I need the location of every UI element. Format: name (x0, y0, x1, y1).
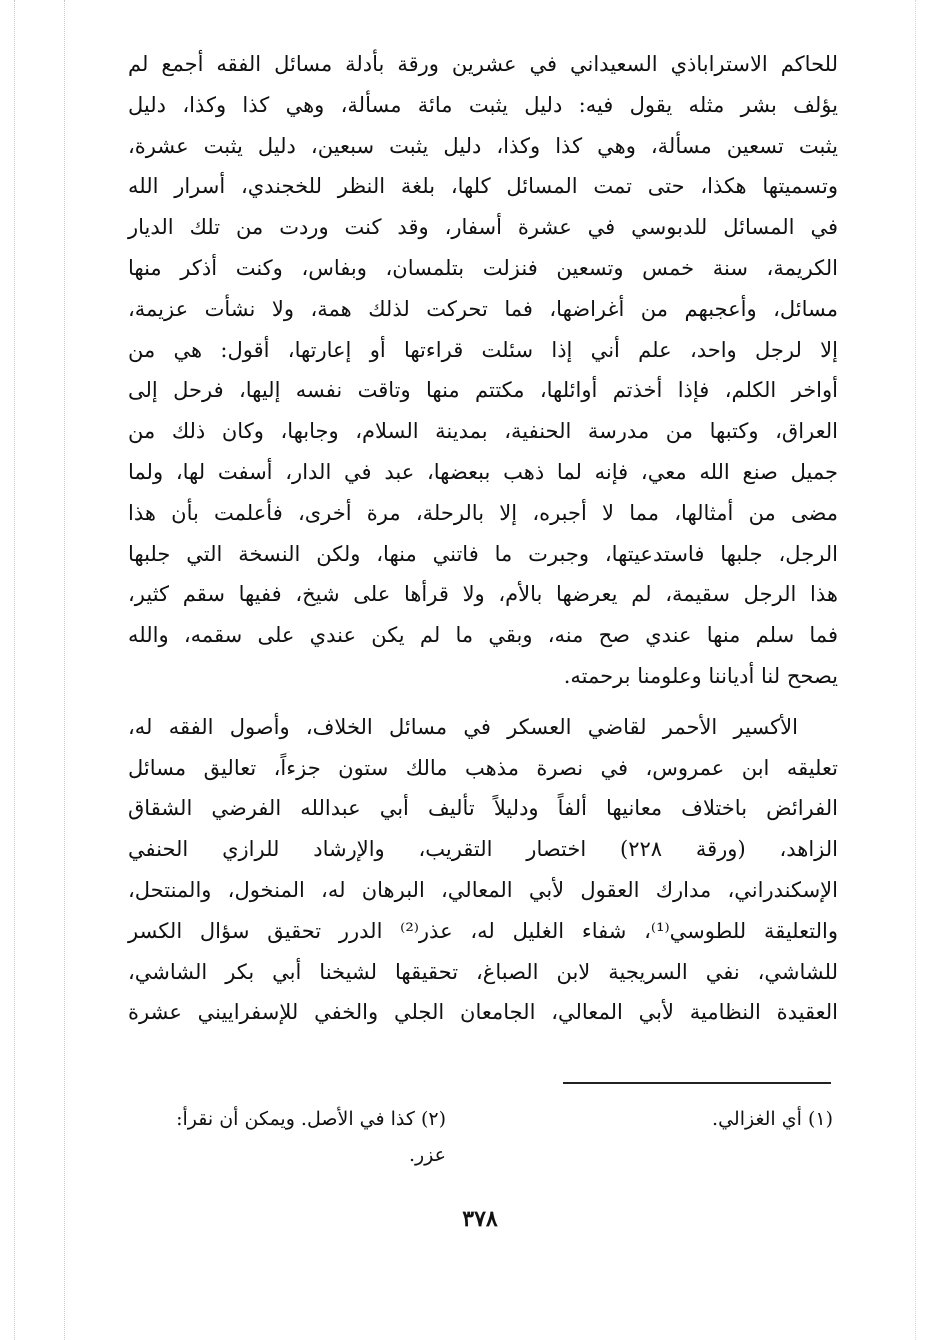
text-line: وتسميتها هكذا، حتى تمت المسائل كلها، بلغة النظر للخجندي، أسرار الله (128, 174, 838, 199)
text-line: فما سلم منها عندي صح منه، وبقي ما لم يكن عندي على سقمه، والله (128, 623, 838, 648)
text-line: للحاكم الاستراباذي السعيداني في عشرين ورقة بأدلة مسائل الفقه أجمع لم (128, 52, 838, 76)
paragraph-2 (128, 707, 838, 1033)
scan-edge-line (64, 0, 65, 1340)
text-line: مسائل، وأعجبهم من أغراضها، فما تحركت لذلك همة، ولا نشأت عزيمة، (128, 296, 838, 321)
text-line: في المسائل للدبوسي في عشرة أسفار، وقد كنت وردت من تلك الديار (128, 215, 838, 240)
scan-edge-line (915, 0, 916, 1340)
footnote-2-continuation: عزر. (408, 1144, 446, 1166)
text-line: الإسكندراني، مدارك العقول لأبي المعالي، البرهان له، المنخول، والمنتحل، (128, 877, 838, 902)
scan-edge-line (14, 0, 15, 1340)
text-line: جميل صنع الله معي، فإنه لما ذهب ببعضها، عبد في الدار، أسفت لها، ولما (128, 459, 838, 484)
text-line: يثبت تسعين مسألة، وهي كذا وكذا، دليل يثبت سبعين، دليل يثبت عشرة، (128, 133, 838, 158)
text-line: إلا لرجل واحد، علم أني إذا سئلت قراءتها أو إعارتها، أقول: هي من (128, 337, 838, 362)
text-line: الفرائض باختلاف معانيها ألفاً ودليلاً تأليف أبي عبدالله الفرضي الشقاق (128, 796, 838, 821)
footnote-1: (١) أي الغزالي. (712, 1108, 833, 1130)
text-line: الكريمة، سنة خمس وتسعين فنزلت بتلمسان، وبفاس، وكنت أذكر منها (128, 255, 838, 280)
text-line: العقيدة النظامية لأبي المعالي، الجامعان الجلي والخفي للإسفراييني عشرة (128, 1000, 838, 1025)
text-line: تعليقه ابن عمروس، في نصرة مذهب مالك ستون جزءاً، تعاليق مسائل (128, 755, 838, 780)
main-text (128, 44, 838, 1033)
text-line: يؤلف بشر مثله يقول فيه: دليل يثبت مائة مسألة، وهي كذا وكذا، دليل (128, 92, 838, 117)
text-line: للشاشي، نفي السريجية لابن الصباغ، تحقيقها لشيخنا أبي بكر الشاشي، (128, 959, 838, 984)
footnotes (128, 1102, 838, 1182)
text-line: الأكسير الأحمر لقاضي العسكر في مسائل الخلاف، وأصول الفقه له، (128, 714, 798, 739)
text-line: والتعليقة للطوسي⁽¹⁾، شفاء الغليل له، عذر⁽²⁾ الدرر تحقيق سؤال الكسر (128, 918, 838, 943)
page-number: ٣٧٨ (462, 1206, 498, 1232)
footnote-divider (563, 1082, 831, 1084)
text-line: يصحح لنا أدياننا وعلومنا برحمته. (563, 663, 838, 688)
text-line: مضى من أمثالها، مما لا أجبره، إلا بالرحلة، مرة أخرى، فأعلمت بأن هذا (128, 500, 838, 525)
text-line: أواخر الكلم، فإذا أخذتم أوائلها، مكتتم منها وتاقت نفسه إليها، فرحل إلى (128, 378, 838, 403)
footnote-2: (٢) كذا في الأصل. ويمكن أن نقرأ: (176, 1108, 446, 1130)
text-line: العراق، وكتبها من مدرسة الحنفية، بمدينة السلام، وجابها، وكان ذلك من (128, 419, 838, 444)
text-line: الرجل، جلبها فاستدعيتها، وجبرت ما فاتني منها، ولكن النسخة التي جلبها (128, 541, 838, 566)
text-line: هذا الرجل سقيمة، لم يعرضها بالأم، ولا قرأها على شيخ، ففيها سقم كثير، (128, 582, 838, 607)
paragraph-1 (128, 44, 838, 697)
text-line: الزاهد، (ورقة ٢٢٨) اختصار التقريب، والإرشاد للرازي الحنفي (128, 837, 838, 862)
